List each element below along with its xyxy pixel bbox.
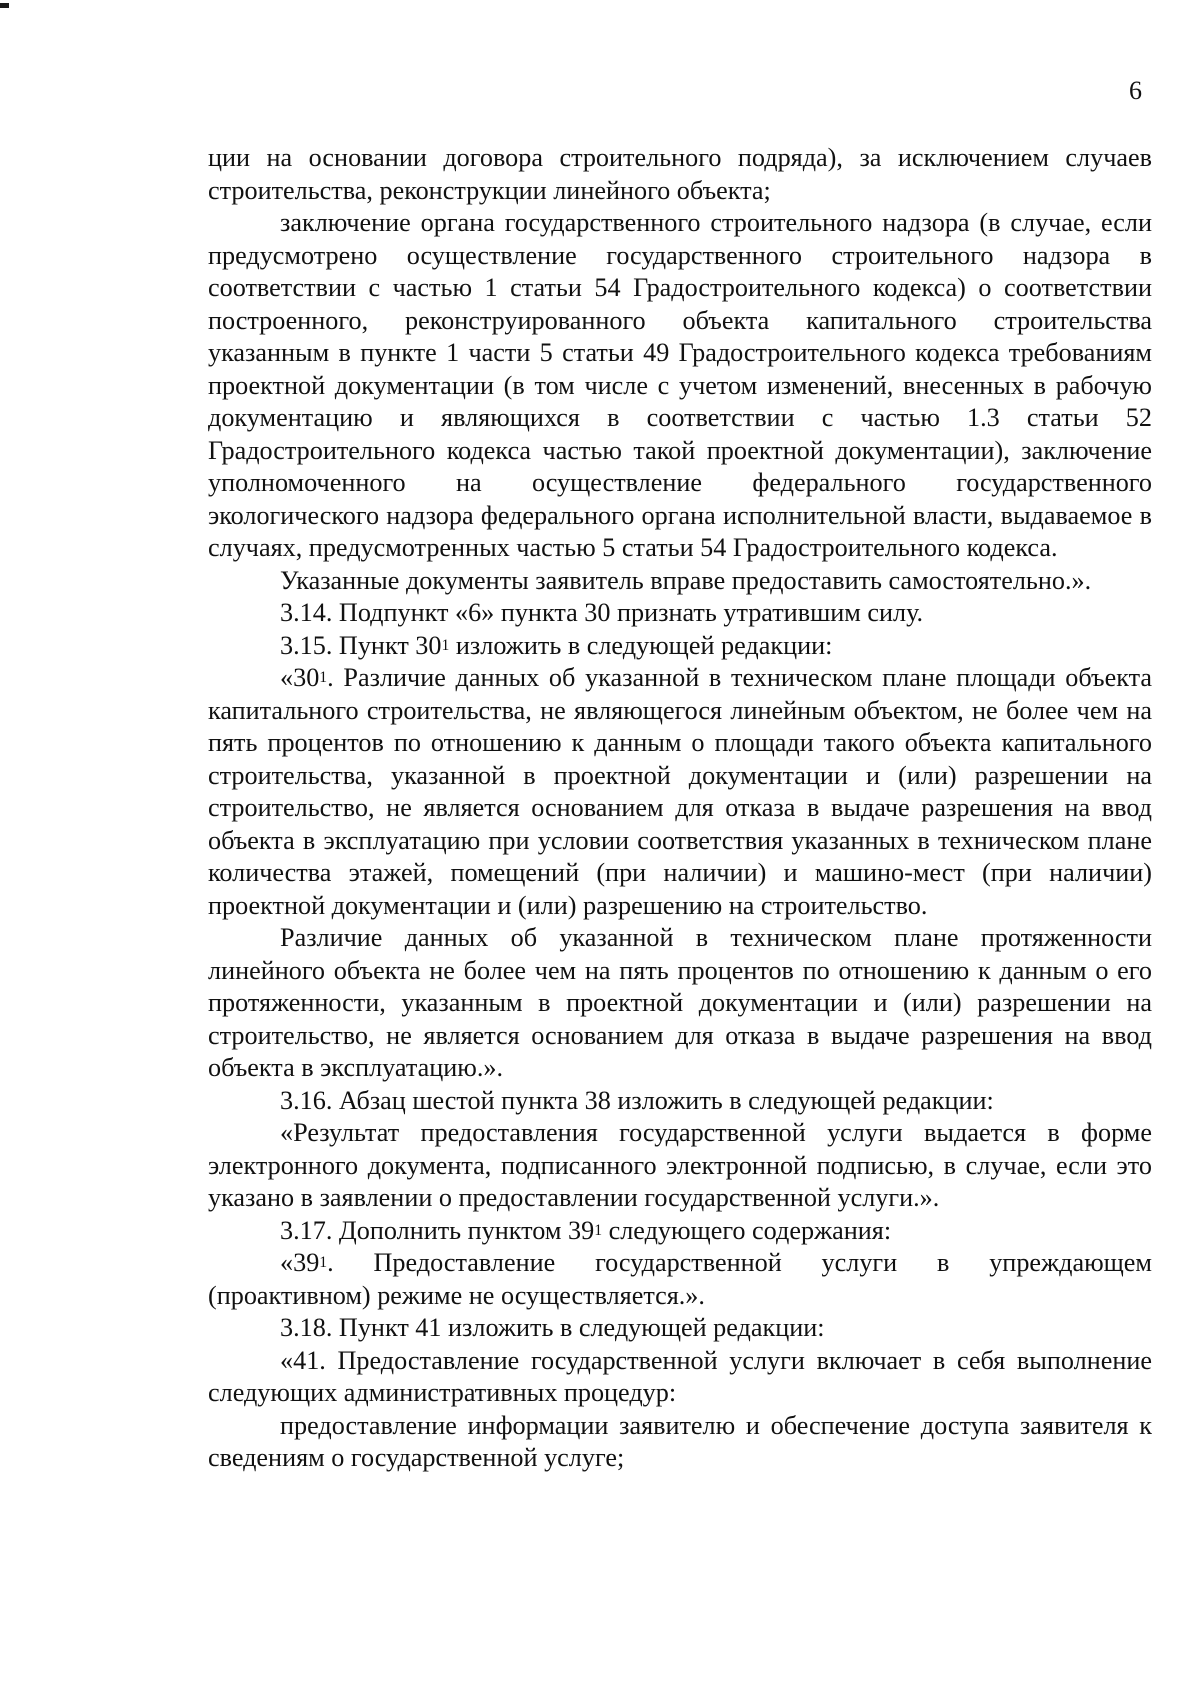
paragraph-supervision-conclusion: заключение органа государственного строительного надзора (в случае, если предусмотрено осуществление государственного строительного надзора в соответствии с частью 1 статьи 54 Градостроительного кодекса) о соответствии построенного, реконструированного объекта капитального строительства указанным в пункте 1 части 5 статьи 49 Градостроительного кодекса требованиям проектной документации (в том числе с учетом изменений, внесенных в рабочую документацию и являющихся в соответствии с частью 1.3 статьи 52 Градостроительного кодекса частью такой проектной документации), заключение уполномоченного на осуществление федерального государственного экологического надзора федерального органа исполнительной власти, выдаваемое в случаях, предусмотренных частью 5 статьи 54 Градостроительного кодекса. (208, 208, 1152, 562)
text-segment: . Различие данных об указанной в техническом плане площади объекта капитального строительства, не являющегося линейным объектом, не более чем на пять процентов по отношению к данным о площади такого объекта капитального строительства, указанной в проектной документации и (или) разрешении на строительство, не является основанием для отказа в выдаче разрешения на ввод объекта в эксплуатацию при условии соответствия указанных в техническом плане количества этажей, помещений (при наличии) и машино-мест (при наличии) проектной документации и (или) разрешению на строительство. (208, 663, 1152, 920)
paragraph-item-39-1-proactive (208, 1247, 1152, 1312)
paragraph-item-30-1-area (208, 662, 1152, 922)
text-segment: «39 (280, 1248, 320, 1277)
page-number: 6 (1129, 76, 1142, 105)
text-segment: «30 (280, 663, 320, 692)
paragraph-item-3-17 (208, 1215, 1152, 1248)
superscript: 1 (441, 636, 450, 654)
superscript: 1 (594, 1221, 603, 1239)
text-segment: изложить в следующей редакции: (449, 630, 833, 660)
paragraph-item-3-15 (208, 630, 1152, 663)
paragraph-linear-object-length: Различие данных об указанной в техническом плане протяженности линейного объекта не более чем на пять процентов по отношению к данным о его протяженности, указанным в проектной документации и (или) разрешении на строительство, не является основанием для отказа в выдаче разрешения на ввод объекта в эксплуатацию.». (208, 923, 1152, 1082)
superscript: 1 (319, 1254, 328, 1272)
superscript: 1 (319, 669, 328, 687)
scan-artifact-mark (0, 3, 9, 8)
text-segment: 3.15. Пункт 30 (280, 630, 442, 660)
text-segment: следующего содержания: (602, 1215, 892, 1245)
paragraph-continuation: ции на основании договора строительного подряда), за исключением случаев строительства, реконструкции линейного объекта; (208, 143, 1152, 205)
paragraph-item-3-14: 3.14. Подпункт «6» пункта 30 признать утратившим силу. (280, 598, 924, 627)
paragraph-item-3-18: 3.18. Пункт 41 изложить в следующей редакции: (280, 1313, 825, 1342)
paragraph-item-3-16: 3.16. Абзац шестой пункта 38 изложить в следующей редакции: (280, 1085, 994, 1115)
text-segment: 3.17. Дополнить пунктом 39 (280, 1215, 595, 1245)
paragraph-item-41-procedures: «41. Предоставление государственной услуги включает в себя выполнение следующих административных процедур: (208, 1345, 1152, 1407)
text-segment: . Предоставление государственной услуги в упреждающем (проактивном) режиме не осуществляется.». (208, 1248, 1152, 1310)
paragraph-result-electronic: «Результат предоставления государственной услуги выдается в форме электронного документа, подписанного электронной подписью, в случае, если это указано в заявлении о предоставлении государственной услуги.». (208, 1118, 1152, 1212)
paragraph-info-provision: предоставление информации заявителю и обеспечение доступа заявителя к сведениям о государственной услуге; (208, 1410, 1152, 1472)
paragraph-documents-note: Указанные документы заявитель вправе предоставить самостоятельно.». (280, 565, 1092, 595)
document-body (208, 142, 1152, 1475)
